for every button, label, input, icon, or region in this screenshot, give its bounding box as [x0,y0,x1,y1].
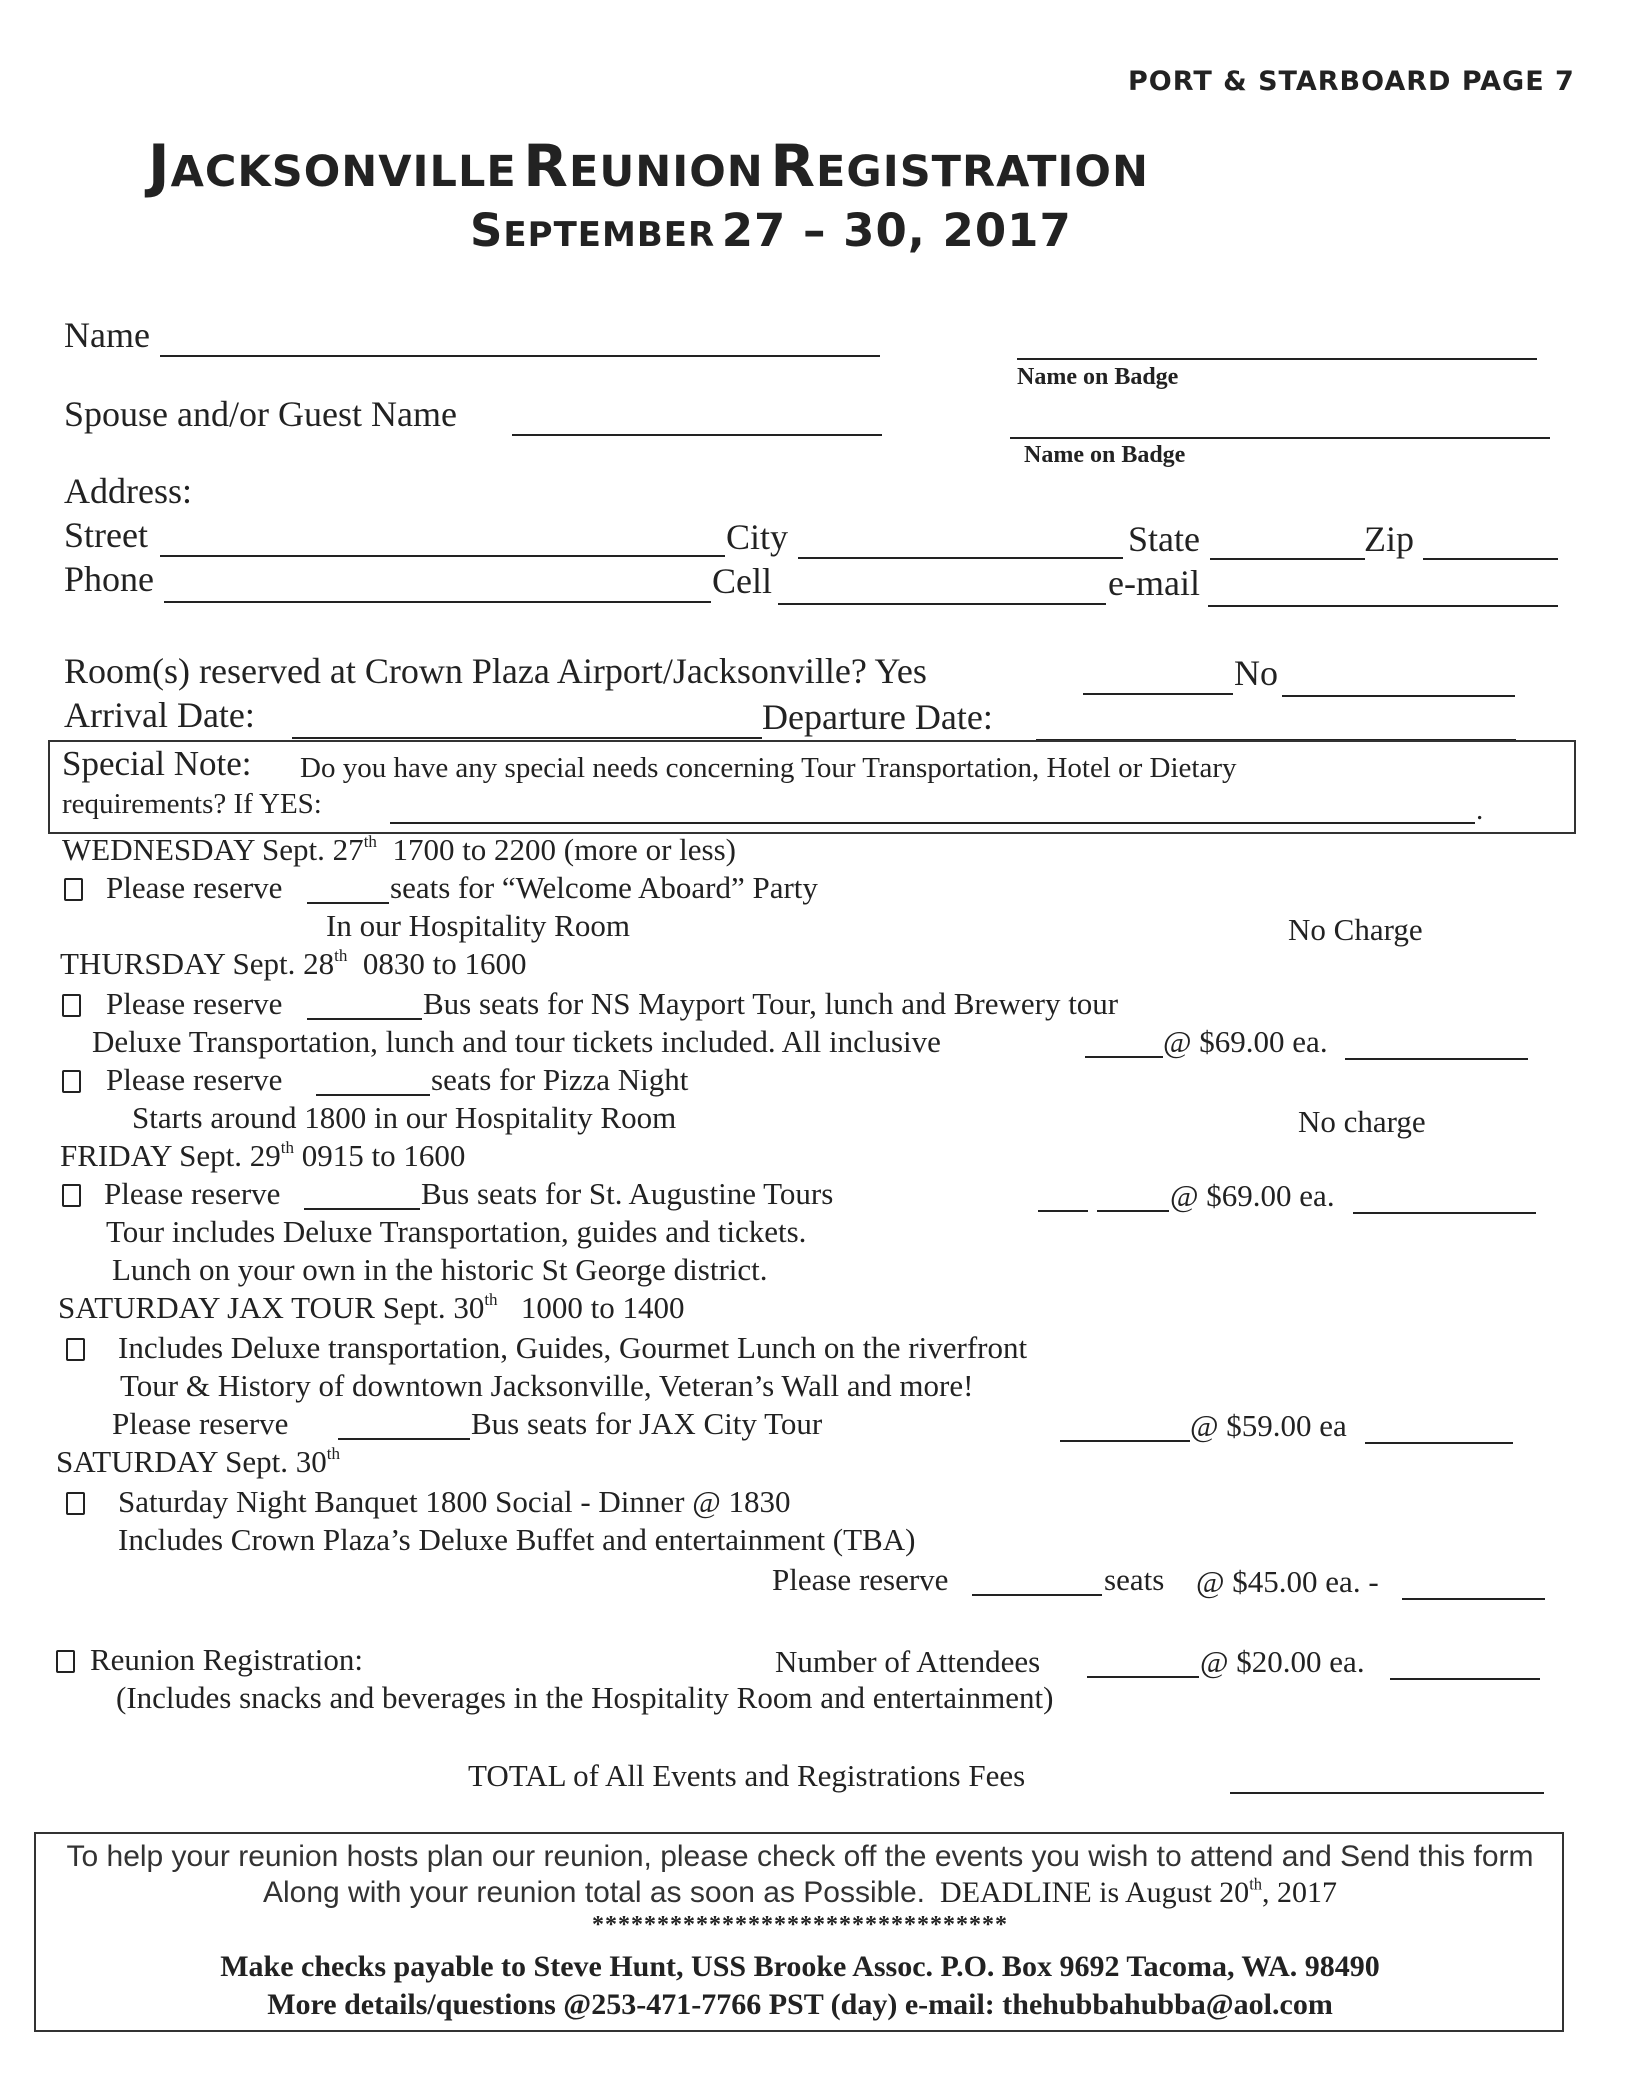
friday-lunch-note: Lunch on your own in the historic St George district. [112,1252,768,1287]
special-needs-field[interactable] [390,822,1475,824]
phone-field[interactable] [164,601,711,603]
registration-amount-field[interactable] [1390,1678,1540,1680]
friday-checkbox[interactable] [62,1184,81,1207]
email-label: e-mail [1108,563,1200,603]
room-no-field[interactable] [1282,695,1515,697]
saturday-jax-tour-label: Bus seats for JAX City Tour [471,1406,823,1441]
spouse-field[interactable] [512,434,882,436]
footer-instructions: To help your reunion hosts plan our reunion, please check off the events you wish to attend and Send this form [66,1840,1534,1873]
saturday-jax-amount-field[interactable] [1365,1442,1513,1444]
friday-qty-field[interactable] [1097,1210,1169,1212]
spouse-label: Spouse and/or Guest Name [64,394,457,434]
saturday-banquet-details: Includes Crown Plaza’s Deluxe Buffet and entertainment (TBA) [118,1522,916,1557]
saturday-banquet-reserve-label: Please reserve [772,1562,949,1597]
saturday-banquet-label: Saturday Night Banquet 1800 Social - Dinner @ 1830 [118,1484,791,1519]
phone-label: Phone [64,559,154,599]
saturday-jax-checkbox[interactable] [66,1338,85,1361]
saturday-banquet-seats-field[interactable] [972,1594,1102,1596]
arrival-date-field[interactable] [292,737,762,739]
pizza-details: Starts around 1800 in our Hospitality Room [132,1100,677,1135]
reunion-registration-label: Reunion Registration: [90,1642,363,1677]
name-field[interactable] [160,355,880,357]
thursday-reserve-label: Please reserve [106,986,283,1021]
name-badge-field[interactable] [1017,358,1537,360]
friday-extra-field[interactable] [1038,1210,1088,1212]
total-field[interactable] [1230,1792,1544,1794]
footer-deadline: Along with your reunion total as soon as Possible. DEADLINE is August 20th, 2017 [262,1874,1338,1909]
friday-price: @ $69.00 ea. [1170,1178,1335,1213]
attendees-label: Number of Attendees [775,1644,1041,1679]
special-note-label: Special Note: [62,744,252,783]
spouse-badge-label: Name on Badge [1024,442,1186,468]
thursday-seats-field[interactable] [307,1018,422,1020]
pizza-charge: No charge [1298,1104,1426,1139]
arrival-date-label: Arrival Date: [64,695,255,735]
street-field[interactable] [160,555,725,557]
city-field[interactable] [798,557,1123,559]
registration-price: @ $20.00 ea. [1200,1644,1365,1679]
departure-date-label: Departure Date: [762,697,993,737]
thursday-heading: THURSDAY Sept. 28th 0830 to 1600 [60,946,527,981]
friday-tour-label: Bus seats for St. Augustine Tours [421,1176,834,1211]
wednesday-checkbox[interactable] [64,878,83,901]
saturday-jax-includes: Includes Deluxe transportation, Guides, Gourmet Lunch on the riverfront [118,1330,1028,1365]
thursday-qty-field[interactable] [1085,1056,1163,1058]
room-yes-field[interactable] [1083,693,1233,695]
page-title: JACKSONVILLE REUNION REGISTRATION [148,132,1149,200]
friday-details: Tour includes Deluxe Transportation, guides and tickets. [106,1214,807,1249]
special-note-period: . [1476,794,1484,826]
pizza-checkbox[interactable] [62,1070,81,1093]
thursday-details: Deluxe Transportation, lunch and tour tickets included. All inclusive [92,1024,941,1059]
thursday-price: @ $69.00 ea. [1163,1024,1328,1059]
saturday-banquet-seats-label: seats [1104,1562,1165,1597]
saturday-jax-qty-field[interactable] [1060,1440,1190,1442]
cell-field[interactable] [778,603,1106,605]
pizza-seats-field[interactable] [316,1094,430,1096]
zip-field[interactable] [1423,558,1558,560]
special-note-text-2: requirements? If YES: [62,788,322,820]
saturday-jax-price: @ $59.00 ea [1190,1408,1347,1443]
friday-heading: FRIDAY Sept. 29th 0915 to 1600 [60,1138,466,1173]
name-badge-label: Name on Badge [1017,364,1179,390]
footer-divider-stars: ******************************** [592,1912,1008,1938]
name-label: Name [64,315,150,355]
room-reserved-label: Room(s) reserved at Crown Plaza Airport/Jacksonville? Yes [64,651,927,691]
wednesday-heading: WEDNESDAY Sept. 27th 1700 to 2200 (more or less) [62,832,736,867]
thursday-amount-field[interactable] [1345,1058,1528,1060]
saturday-jax-heading: SATURDAY JAX TOUR Sept. 30th 1000 to 1400 [58,1290,685,1325]
saturday-jax-history: Tour & History of downtown Jacksonville, Veteran’s Wall and more! [120,1368,974,1403]
saturday-banquet-checkbox[interactable] [66,1492,85,1515]
registration-includes: (Includes snacks and beverages in the Hospitality Room and entertainment) [116,1680,1054,1715]
page-number-label: PORT & STARBOARD PAGE 7 [1128,66,1575,97]
friday-reserve-label: Please reserve [104,1176,281,1211]
zip-label: Zip [1364,519,1414,559]
attendees-field[interactable] [1087,1676,1199,1678]
saturday-banquet-amount-field[interactable] [1402,1598,1545,1600]
address-label: Address: [64,471,192,511]
state-label: State [1128,519,1200,559]
wednesday-seats-field[interactable] [307,902,389,904]
wednesday-charge: No Charge [1288,912,1423,947]
saturday-banquet-heading: SATURDAY Sept. 30th [56,1444,340,1479]
state-field[interactable] [1210,558,1365,560]
special-note-text: Do you have any special needs concerning Tour Transportation, Hotel or Dietary [300,752,1237,784]
pizza-night-label: seats for Pizza Night [431,1062,689,1097]
wednesday-location: In our Hospitality Room [326,908,630,943]
page-subtitle-dates: SEPTEMBER 27 – 30, 2017 [470,204,1072,257]
thursday-checkbox[interactable] [62,994,81,1017]
total-label: TOTAL of All Events and Registrations Fees [468,1758,1026,1793]
footer-contact-info: More details/questions @253-471-7766 PST (day) e-mail: thehubbahubba@aol.com [267,1988,1333,2021]
saturday-jax-reserve-label: Please reserve [112,1406,289,1441]
wednesday-party-label: seats for “Welcome Aboard” Party [390,870,818,905]
friday-amount-field[interactable] [1353,1212,1536,1214]
room-no-label: No [1234,653,1278,693]
friday-seats-field[interactable] [304,1208,420,1210]
email-field[interactable] [1208,605,1558,607]
reunion-registration-checkbox[interactable] [56,1650,75,1673]
street-label: Street [64,515,148,555]
saturday-banquet-price: @ $45.00 ea. - [1196,1564,1379,1599]
thursday-tour-label: Bus seats for NS Mayport Tour, lunch and Brewery tour [423,986,1119,1021]
spouse-badge-field[interactable] [1010,437,1550,439]
wednesday-reserve-label: Please reserve [106,870,283,905]
cell-label: Cell [712,561,772,601]
footer-payment-info: Make checks payable to Steve Hunt, USS Brooke Assoc. P.O. Box 9692 Tacoma, WA. 98490 [220,1950,1380,1983]
saturday-jax-seats-field[interactable] [338,1438,470,1440]
pizza-reserve-label: Please reserve [106,1062,283,1097]
city-label: City [726,517,789,557]
